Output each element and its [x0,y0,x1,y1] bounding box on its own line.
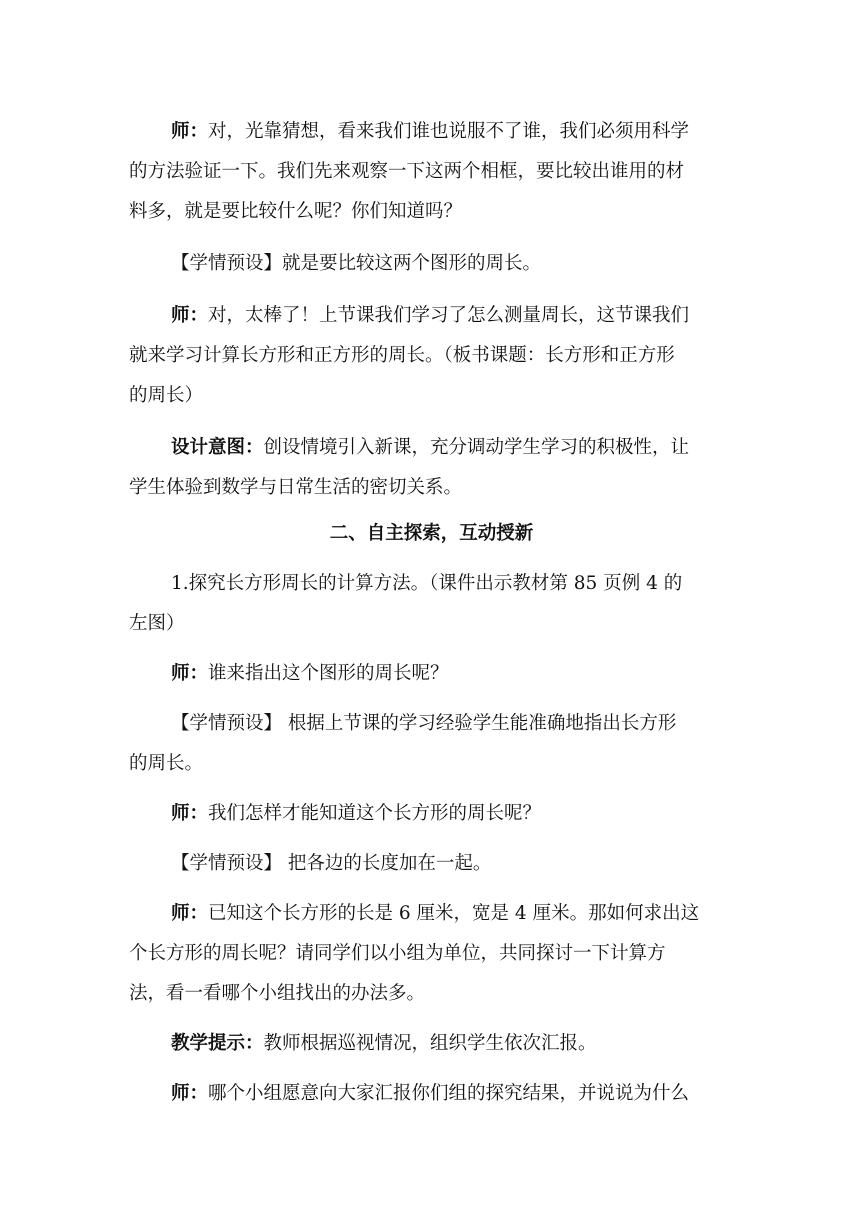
speaker-label: 师： [171,305,209,326]
text-line: 已知这个长方形的长是 6 厘米，宽是 4 厘米。那如何求出这 [208,903,700,924]
paragraph-line: 【学情预设】 根据上节课的学习经验学生能准确地指出长方形 [171,713,677,734]
paragraph-line: 料多，就是要比较什么呢？你们知道吗？ [129,201,463,222]
text-line: 教师根据巡视情况，组织学生依次汇报。 [263,1033,597,1054]
paragraph-line [129,113,776,151]
paragraph-line: 学生体验到数学与日常生活的密切关系。 [129,477,463,498]
section-heading: 二、自主探索，互动授新 [329,523,534,544]
paragraph-line: 的周长。 [129,753,204,774]
design-intent-label: 设计意图： [171,437,264,458]
speaker-label: 师： [171,1083,209,1104]
teaching-tip-label: 教学提示： [171,1033,264,1054]
paragraph-line [129,1075,776,1113]
paragraph-line: 法，看一看哪个小组找出的办法多。 [129,983,426,1004]
speaker-label: 师： [171,803,209,824]
paragraph-line: 【学情预设】 把各边的长度加在一起。 [171,853,492,874]
speaker-label: 师： [171,663,209,684]
text-line: 谁来指出这个图形的周长呢？ [208,663,449,684]
paragraph-line: 左图） [129,613,185,634]
paragraph-line: 个长方形的周长呢？请同学们以小组为单位，共同探讨一下计算方 [129,943,666,964]
text-line: 创设情境引入新课，充分调动学生学习的积极性，让 [263,437,690,458]
text-line: 对，太棒了！上节课我们学习了怎么测量周长，这节课我们 [208,305,690,326]
paragraph-line: 1.探究长方形周长的计算方法。（课件出示教材第 85 页例 4 的 [171,573,683,594]
paragraph-line [129,429,776,467]
text-line: 对，光靠猜想，看来我们谁也说服不了谁，我们必须用科学 [208,121,690,142]
paragraph-line [129,297,776,335]
paragraph-line [129,1025,776,1063]
text-line: 我们怎样才能知道这个长方形的周长呢？ [208,803,542,824]
paragraph-line: 的方法验证一下。我们先来观察一下这两个相框，要比较出谁用的材 [129,161,685,182]
speaker-label: 师： [171,903,209,924]
paragraph-line [129,795,776,833]
paragraph-line: 就来学习计算长方形和正方形的周长。（板书课题：长方形和正方形 [129,345,675,366]
paragraph-line: 【学情预设】就是要比较这两个图形的周长。 [171,253,542,274]
paragraph-line [129,655,776,693]
paragraph-line [129,895,776,933]
text-line: 哪个小组愿意向大家汇报你们组的探究结果，并说说为什么 [208,1083,690,1104]
speaker-label: 师： [171,121,209,142]
paragraph-line: 的周长） [129,385,204,406]
